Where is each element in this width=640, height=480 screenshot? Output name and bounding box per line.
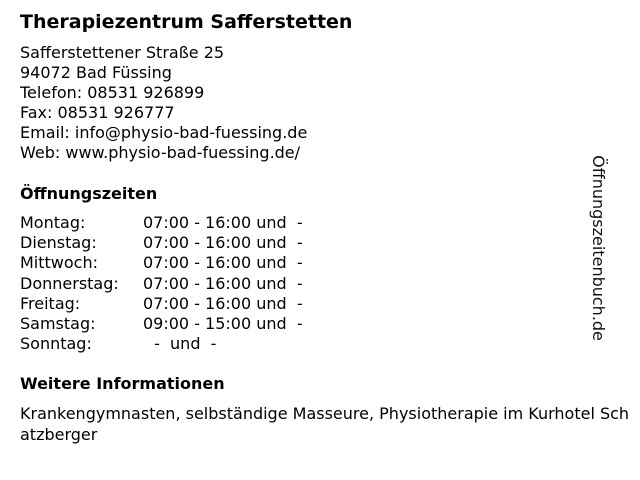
time-value: 07:00 - 16:00 und - xyxy=(143,233,303,253)
street-line: Safferstettener Straße 25 xyxy=(20,43,225,62)
day-label: Donnerstag: xyxy=(20,273,119,293)
web-line: Web: www.physio-bad-fuessing.de/ xyxy=(20,143,301,162)
watermark-text: Öffnungszeitenbuch.de xyxy=(589,155,608,341)
time-value: 07:00 - 16:00 und - xyxy=(143,213,303,232)
info-text: Krankengymnasten, selbständige Masseure, Physiotherapie im Kurhotel Schatzberger xyxy=(20,404,630,444)
day-label: Mittwoch: xyxy=(20,253,98,273)
day-label: Samstag: xyxy=(20,313,96,333)
phone-line: Telefon: 08531 926899 xyxy=(20,83,205,102)
hours-heading: Öffnungszeiten xyxy=(20,184,158,203)
address-block xyxy=(20,43,307,163)
email-line: Email: info@physio-bad-fuessing.de xyxy=(20,123,308,142)
info-heading: Weitere Informationen xyxy=(20,374,225,393)
page-title: Therapiezentrum Safferstetten xyxy=(20,11,353,33)
day-label: Freitag: xyxy=(20,293,81,313)
day-label: Montag: xyxy=(20,213,86,232)
time-value: - und - xyxy=(149,334,217,354)
city-line: 94072 Bad Füssing xyxy=(20,63,172,82)
time-value: 07:00 - 16:00 und - xyxy=(143,273,303,293)
day-label: Dienstag: xyxy=(20,233,97,253)
day-label: Sonntag: xyxy=(20,334,92,354)
time-value: 09:00 - 15:00 und - xyxy=(143,313,303,333)
time-value: 07:00 - 16:00 und - xyxy=(143,253,303,273)
time-value: 07:00 - 16:00 und - xyxy=(143,293,303,313)
fax-line: Fax: 08531 926777 xyxy=(20,103,175,122)
